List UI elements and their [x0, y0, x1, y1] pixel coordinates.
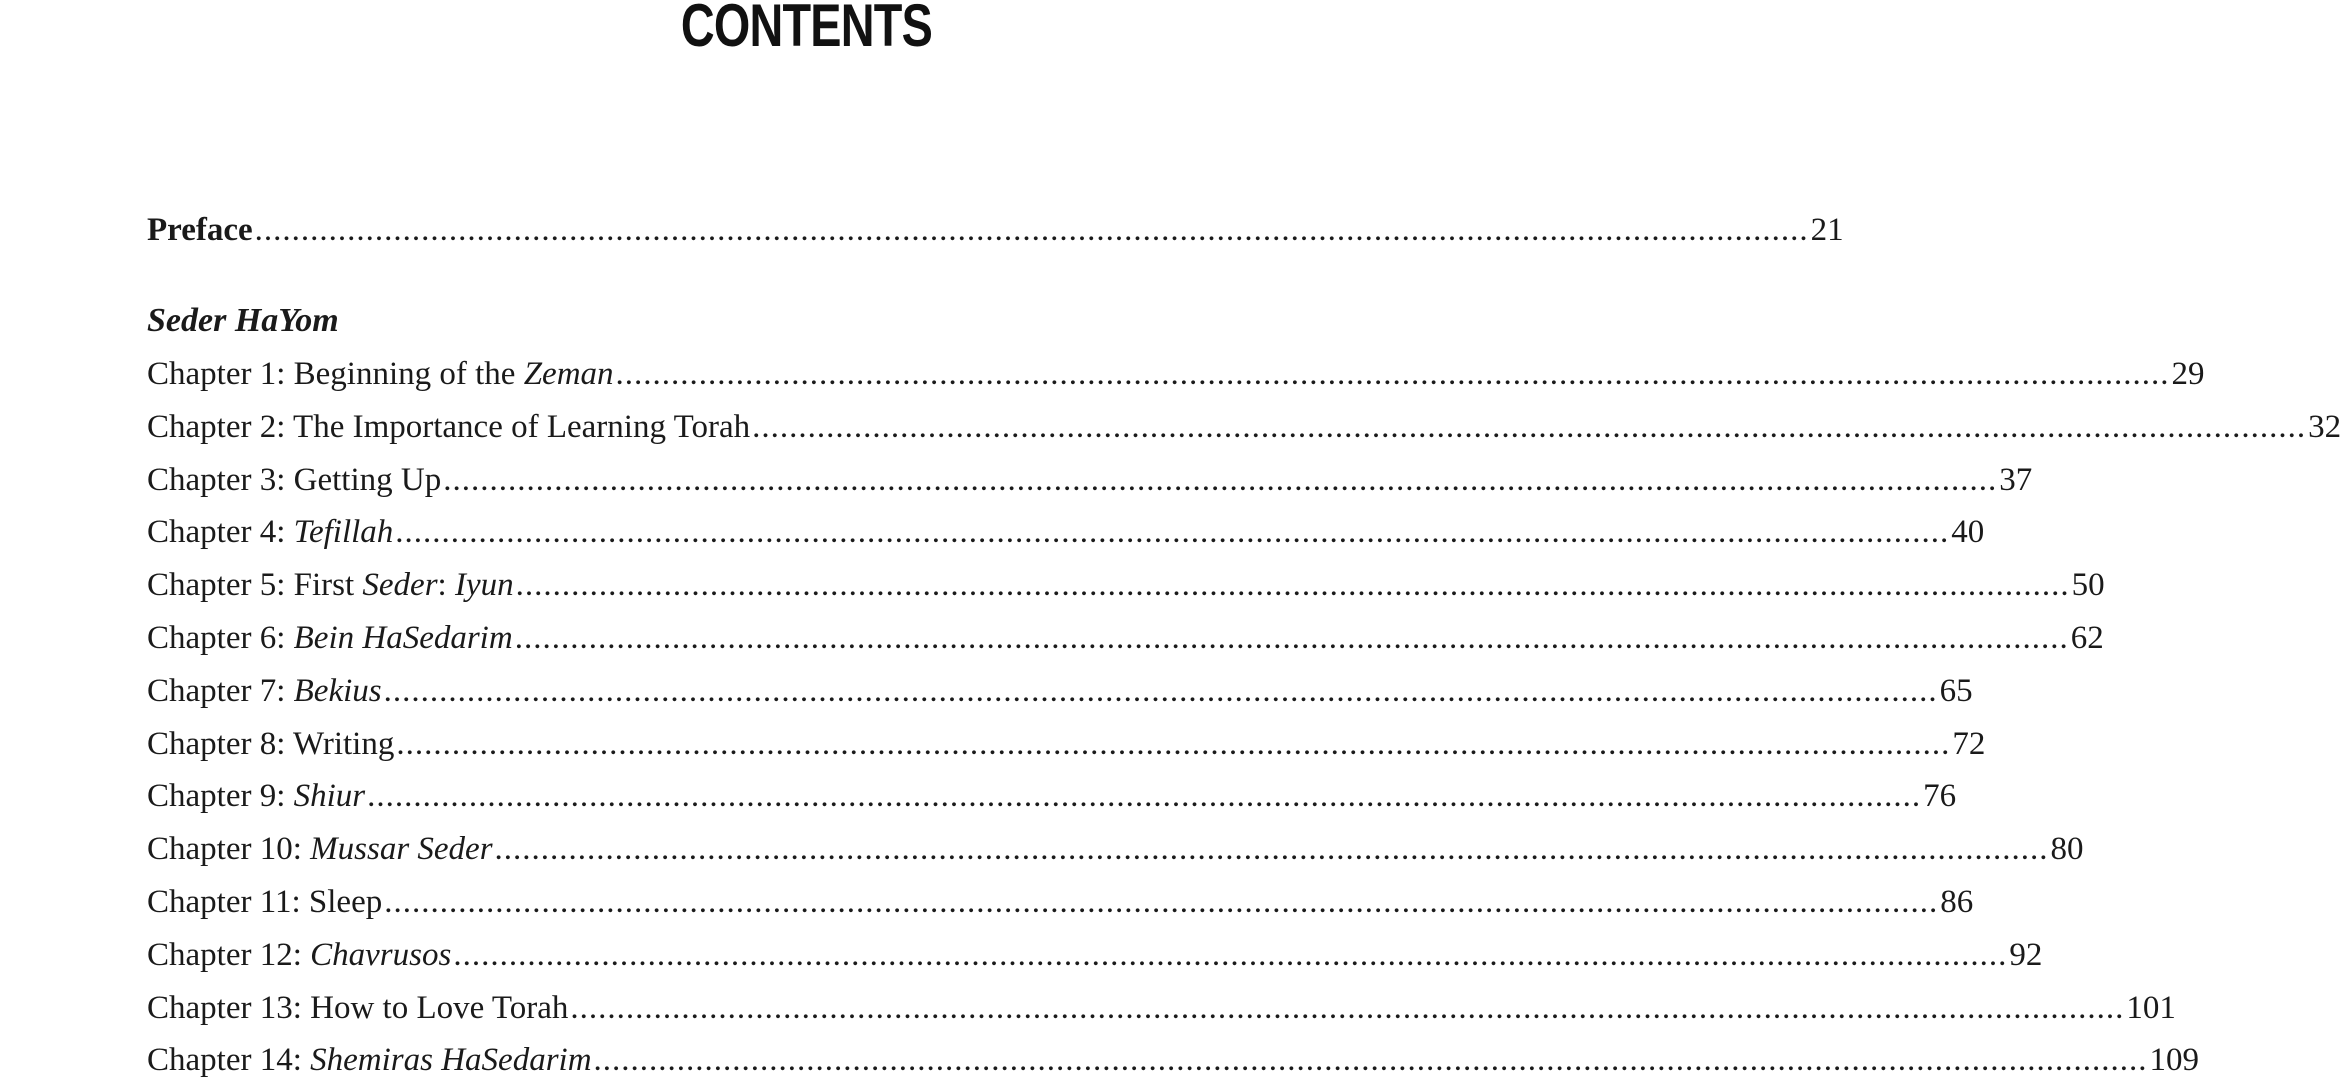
toc-entry-page: 72 [1952, 725, 1986, 762]
chapter-label: Chapter 3: Getting Up [147, 461, 442, 498]
leader-dots: ........................................................................................................................................................................ [570, 989, 2125, 1026]
leader-dots: ........................................................................................................................................................................ [752, 408, 2307, 445]
toc-entry-page: 50 [2071, 567, 2105, 604]
toc-entry-title [147, 882, 382, 922]
toc-entry-chapter-2[interactable] [147, 407, 2341, 447]
leader-dots: ........................................................................................................................................................................ [384, 884, 1939, 920]
toc-entry-title [147, 618, 513, 658]
toc-entry-title [147, 354, 614, 394]
chapter-label: Chapter 1: Beginning of the [147, 356, 524, 392]
toc-entry-page: 101 [2126, 989, 2176, 1026]
chapter-italic-term: Mussar Seder [310, 831, 493, 868]
toc-entry-title [147, 512, 393, 552]
chapter-italic-term: Zeman [523, 356, 614, 392]
chapter-label: Chapter 2: The Importance of Learning Torah [147, 408, 751, 445]
leader-dots: ........................................................................................................................................................................ [254, 212, 1809, 248]
chapter-italic-term: Bekius [293, 672, 382, 709]
toc-entry-chapter-11[interactable] [147, 882, 1974, 922]
toc-entry-page: 109 [2149, 1042, 2200, 1079]
toc-entry-chapter-8[interactable] [147, 724, 1986, 764]
chapter-label: Chapter 9: [147, 778, 294, 815]
chapter-italic-term: Iyun [454, 567, 514, 604]
toc-entry-chapter-3[interactable] [147, 460, 2033, 500]
toc-entry-chapter-12[interactable] [147, 935, 2043, 975]
toc-entry-chapter-10[interactable] [147, 829, 2084, 869]
toc-entry-preface[interactable] [147, 210, 1844, 250]
leader-dots: ........................................................................................................................................................................ [383, 672, 1938, 709]
leader-dots: ........................................................................................................................................................................ [593, 1042, 2148, 1079]
toc-entry-title [147, 724, 394, 764]
chapter-italic-term: Bein HaSedarim [293, 620, 513, 656]
chapter-label: Chapter 4: [147, 514, 294, 551]
toc-entry-title [147, 565, 514, 605]
toc-entry-page: 29 [2171, 356, 2205, 392]
toc-entry-page: 80 [2050, 831, 2084, 868]
toc-entry-title [147, 1040, 592, 1080]
leader-dots: ........................................................................................................................................................................ [615, 356, 2170, 392]
toc-entry-page: 65 [1939, 672, 1973, 709]
chapter-label: Chapter 7: [147, 672, 294, 709]
toc-entry-page: 37 [1999, 461, 2033, 498]
toc-entry-page: 76 [1923, 778, 1957, 815]
toc-entry-chapter-1[interactable] [147, 354, 2205, 394]
toc-entry-title: Preface [147, 212, 253, 248]
chapter-label: Chapter 6: [147, 620, 294, 656]
toc-entry-page: 32 [2308, 408, 2341, 445]
chapter-label: Chapter 10: [147, 831, 311, 868]
toc-entry-title [147, 829, 493, 869]
leader-dots: ........................................................................................................................................................................ [515, 567, 2070, 604]
toc-entry-title [147, 935, 451, 975]
leader-dots: ........................................................................................................................................................................ [514, 620, 2069, 656]
toc-entry-chapter-9[interactable] [147, 776, 1957, 816]
toc-entry-chapter-7[interactable] [147, 671, 1973, 711]
toc-entry-chapter-13[interactable] [147, 988, 2176, 1028]
toc-entry-title [147, 776, 365, 816]
chapter-italic-term: Tefillah [293, 514, 394, 551]
chapter-label: Chapter 12: [147, 936, 311, 973]
toc-entry-title [147, 671, 382, 711]
chapter-label: Chapter 13: How to Love Torah [147, 989, 569, 1026]
toc-entry-page: 92 [2009, 936, 2043, 973]
toc-entry-chapter-6[interactable] [147, 618, 2104, 658]
toc-entry-chapter-4[interactable] [147, 512, 1985, 552]
toc-entry-page: 62 [2070, 620, 2104, 656]
toc-entry-chapter-5[interactable] [147, 565, 2105, 605]
page-title: CONTENTS [680, 0, 932, 59]
leader-dots: ........................................................................................................................................................................ [443, 461, 1998, 498]
leader-dots: ........................................................................................................................................................................ [395, 514, 1950, 551]
leader-dots: ........................................................................................................................................................................ [367, 778, 1922, 815]
section-heading: Seder HaYom [147, 302, 339, 339]
chapter-italic-term: Shiur [293, 778, 366, 815]
toc-entry-page: 40 [1951, 514, 1985, 551]
toc-entry-title [147, 460, 441, 500]
chapter-label: Chapter 11: Sleep [147, 884, 383, 920]
leader-dots: ........................................................................................................................................................................ [453, 936, 2008, 973]
leader-dots: ........................................................................................................................................................................ [396, 725, 1951, 762]
toc-entry-page: 21 [1810, 212, 1844, 248]
chapter-label: Chapter 14: [147, 1042, 311, 1079]
chapter-label: Chapter 5: First [147, 567, 363, 604]
toc-entry-chapter-14[interactable] [147, 1040, 2200, 1080]
toc-entry-title [147, 988, 568, 1028]
toc-entry-page: 86 [1940, 884, 1974, 920]
chapter-label-suffix: : [437, 567, 455, 604]
chapter-label: Chapter 8: Writing [147, 725, 395, 762]
chapter-italic-term: Seder [362, 567, 438, 604]
chapter-italic-term: Chavrusos [310, 936, 452, 973]
chapter-italic-term: Shemiras HaSedarim [310, 1042, 592, 1079]
toc-entry-title [147, 407, 750, 447]
leader-dots: ........................................................................................................................................................................ [494, 831, 2049, 868]
